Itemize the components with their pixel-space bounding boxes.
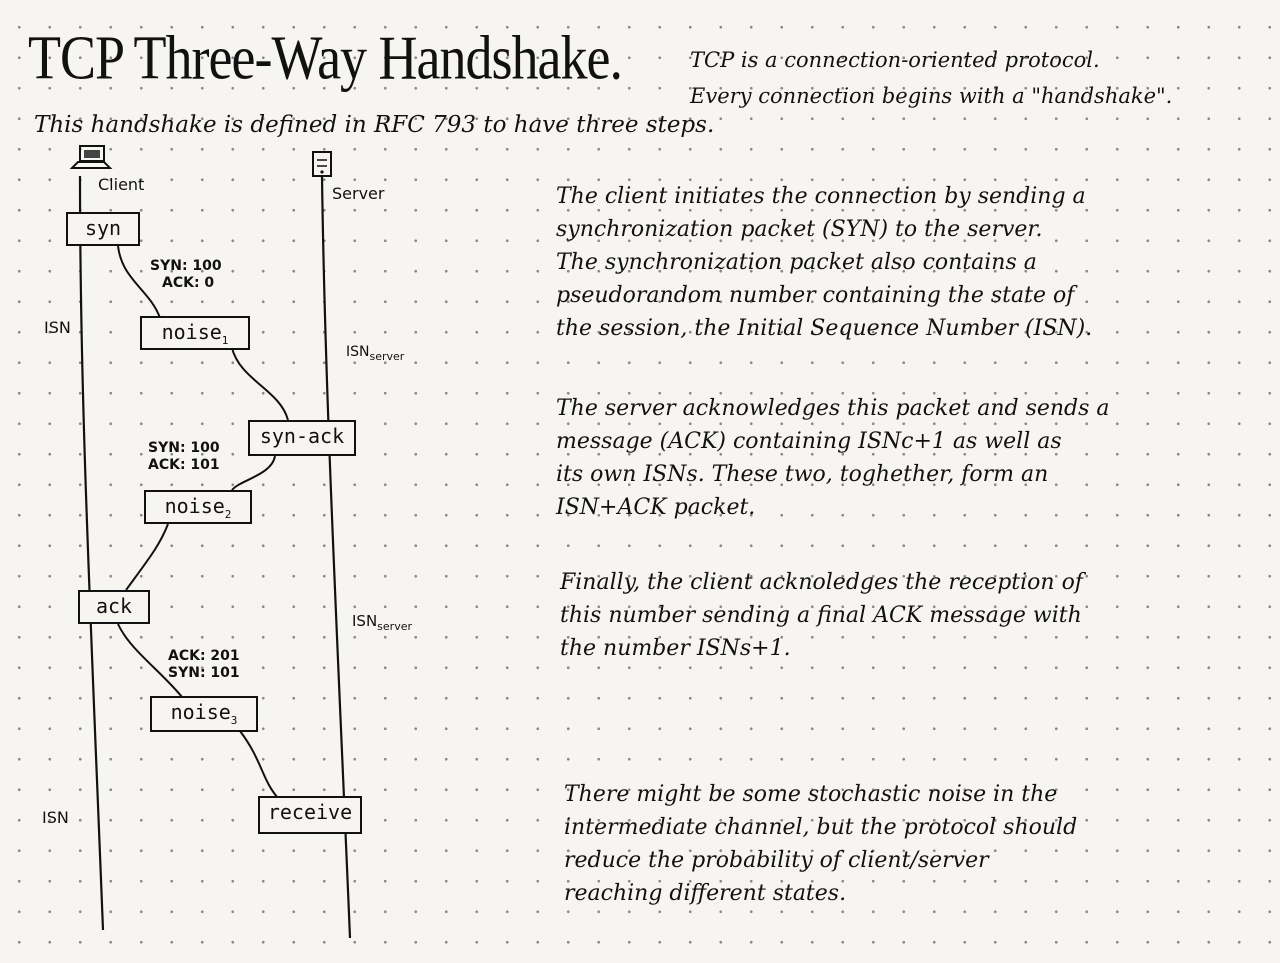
receive-box: receive: [258, 796, 362, 834]
annotation-2: [148, 440, 220, 474]
annotation-1-syn: SYN: 100: [150, 258, 222, 274]
isn-client-label-2: ISN: [42, 808, 69, 827]
intro-line-1: TCP is a connection-oriented protocol.: [690, 48, 1100, 72]
client-label: Client: [98, 175, 145, 194]
paragraph-2-line: The server acknowledges this packet and sends a: [556, 396, 1110, 421]
syn-box: syn: [66, 212, 140, 246]
flow-noise1-to-synack: [232, 348, 288, 420]
paragraph-4-line: intermediate channel, but the protocol should: [564, 815, 1078, 840]
flow-noise2-to-ack: [126, 524, 168, 590]
paragraph-4-line: There might be some stochastic noise in the: [564, 782, 1058, 807]
paragraph-3-line: this number sending a final ACK message with: [560, 603, 1082, 628]
paragraph-final-ack: [560, 566, 1083, 665]
paragraph-1-line: the session, the Initial Sequence Number (ISN).: [556, 316, 1093, 341]
paragraph-2-line: message (ACK) containing ISNc+1 as well as: [556, 429, 1062, 454]
isn-client-label-1: ISN: [44, 318, 71, 337]
paragraph-noise: [564, 778, 1077, 910]
annotation-3: [168, 648, 240, 682]
intro-line-2: Every connection begins with a "handshake".: [690, 84, 1173, 108]
paragraph-3-line: Finally, the client acknoledges the reception of: [560, 570, 1083, 595]
server-label: Server: [332, 184, 385, 203]
annotation-1-ack: ACK: 0: [162, 275, 215, 291]
paragraph-server-ack: [556, 392, 1110, 524]
ack-box: ack: [78, 590, 150, 624]
paragraph-client-syn: [556, 180, 1092, 345]
annotation-1: [150, 258, 222, 292]
noise2-box: noise$_2$: [144, 490, 252, 524]
subtitle: This handshake is defined in RFC 793 to have three steps.: [34, 112, 715, 138]
paragraph-4-line: reaching different states.: [564, 881, 847, 906]
paragraph-1-line: The synchronization packet also contains a: [556, 250, 1037, 275]
syn-ack-box: syn-ack: [248, 420, 356, 456]
annotation-2-ack: ACK: 101: [148, 457, 220, 473]
flow-noise3-to-receive: [240, 731, 278, 798]
page-title: TCP Three-Way Handshake.: [28, 23, 622, 93]
paragraph-4-line: reduce the probability of client/server: [564, 848, 989, 873]
paragraph-1-line: The client initiates the connection by sending a: [556, 184, 1086, 209]
noise1-box: noise$_1$: [140, 316, 250, 350]
paragraph-2-line: ISN+ACK packet.: [556, 495, 756, 520]
server-icon: [313, 152, 331, 176]
isn-server-label-1: $ISN_{server}$: [346, 344, 405, 363]
paragraph-1-line: synchronization packet (SYN) to the server.: [556, 217, 1043, 242]
client-timeline: [80, 176, 103, 930]
annotation-2-syn: SYN: 100: [148, 440, 220, 456]
flow-synack-to-noise2: [232, 456, 275, 490]
noise3-box: noise$_3$: [150, 696, 258, 732]
laptop-icon: [72, 146, 110, 168]
paragraph-1-line: pseudorandom number containing the state of: [556, 283, 1075, 308]
annotation-3-syn: SYN: 101: [168, 665, 240, 681]
isn-server-label-2: $ISN_{server}$: [352, 612, 412, 633]
paragraph-2-line: its own ISNs. These two, toghether, form an: [556, 462, 1049, 487]
annotation-3-ack: ACK: 201: [168, 648, 240, 664]
paragraph-3-line: the number ISNs+1.: [560, 636, 791, 661]
